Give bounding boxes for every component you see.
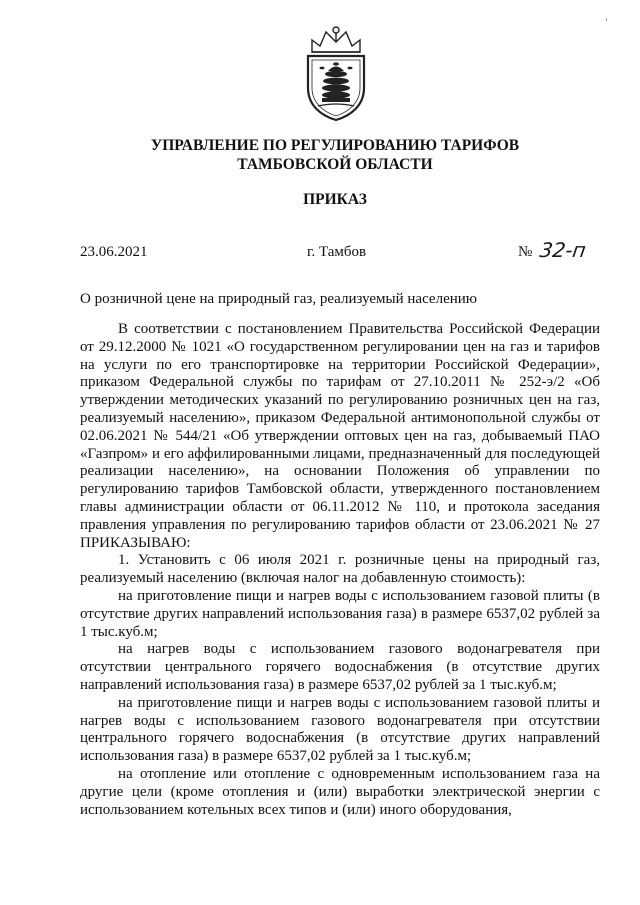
document-date: 23.06.2021 [80, 244, 148, 260]
scan-mark [606, 18, 607, 21]
document-subject: О розничной цене на природный газ, реализуемый населению [80, 291, 477, 307]
authority-title-line-2: ТАМБОВСКОЙ ОБЛАСТИ [237, 156, 433, 173]
preamble-paragraph: В соответствии с постановлением Правительства Российской Федерации от 29.12.2000 № 1021 «О государственном регулировании цен на газ и тарифов на услуги по его транспортировке на территории Российской Федерации», приказом Федеральной службы по тарифам от 27.10.2011 № 252-э/2 «Об утверждении методических указаний по регулированию розничных цен на газ, реализуемый населению», приказом Федеральной антимонопольной службы от 02.06.2021 № 544/21 «Об утверждении оптовых цен на газ, добываемый ПАО «Газпром» и его аффилированными лицами, предназначенный для последующей реализации населению», на основании Положения об управлении по регулированию тарифов Тамбовской области, утвержденного постановлением главы администрации области от 06.11.2012 № 110, и протокола заседания правления управления по регулированию тарифов области от 23.06.2021 № 27 ПРИКАЗЫВАЮ: [80, 321, 600, 551]
document-type: ПРИКАЗ [303, 191, 367, 208]
clause-item-heating: на отопление или отопление с одновременным использованием газа на другие цели (кроме отопления и (или) выработки электрической энергии с использованием котельных всех типов и (или) иного оборудования, [80, 765, 600, 818]
number-label: № [518, 244, 533, 260]
authority-title-line-1: УПРАВЛЕНИЕ ПО РЕГУЛИРОВАНИЮ ТАРИФОВ [150, 137, 520, 154]
clause-item-cooking-and-water-heater: на приготовление пищи и нагрев воды с использованием газовой плиты и нагрев воды с использованием газового водонагревателя при отсутствии центрального горячего водоснабжения (в отсутствие других направлений использования газа) в размере 6537,02 рублей за 1 тыс.куб.м; [80, 694, 600, 765]
clause-1-paragraph: 1. Установить с 06 июля 2021 г. розничные цены на природный газ, реализуемый населению (включая налог на добавленную стоимость): [80, 552, 600, 587]
clause-item-water-heater: на нагрев воды с использованием газового водонагревателя при отсутствии центрального горячего водоснабжения (в отсутствие других направлений использования газа) в размере 6537,02 рублей за 1 тыс.куб.м; [80, 641, 600, 693]
document-body [80, 321, 600, 819]
coat-of-arms-icon [298, 22, 374, 122]
handwritten-document-number: 32-п [538, 238, 588, 262]
clause-item-cooking: на приготовление пищи и нагрев воды с использованием газовой плиты (в отсутствие других направлений использования газа) в размере 6537,02 рублей за 1 тыс.куб.м; [80, 587, 600, 640]
document-city: г. Тамбов [307, 244, 367, 260]
